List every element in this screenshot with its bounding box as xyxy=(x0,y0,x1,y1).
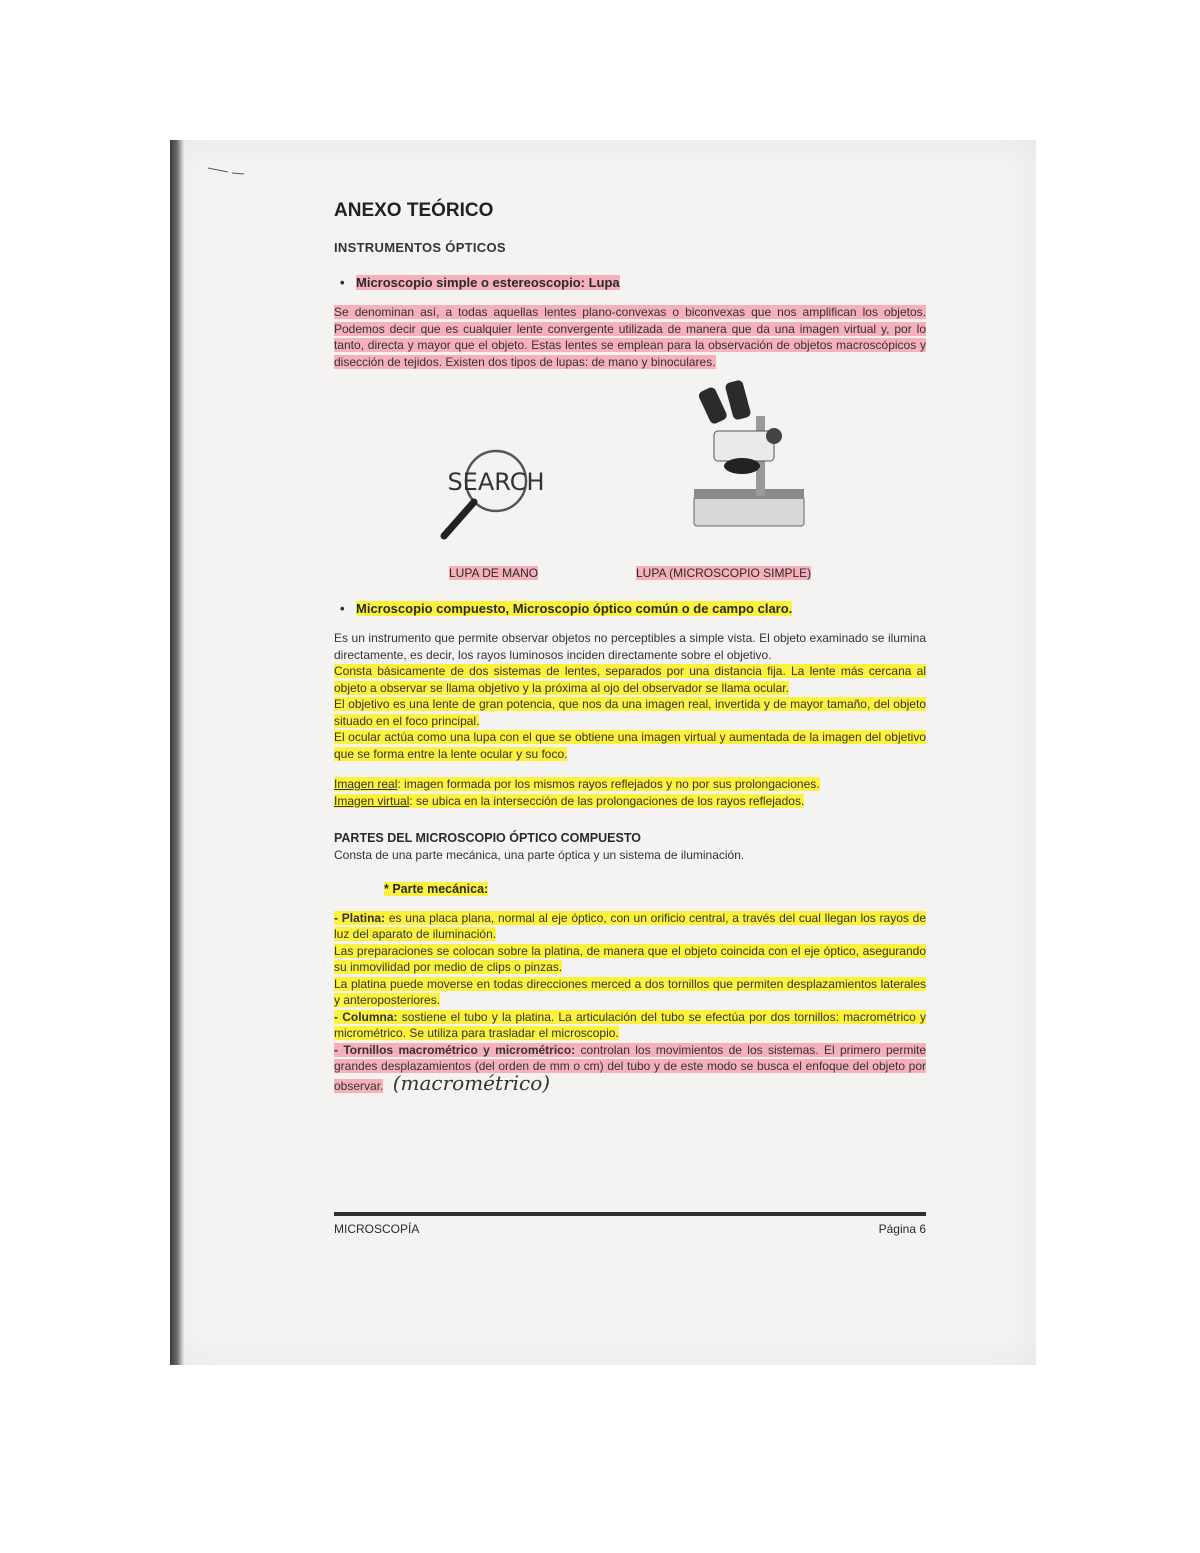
scan-shadow-edge xyxy=(170,140,184,1365)
platina-text: es una placa plana, normal al eje óptico, con un orificio central, a través del cual llegan los rayos de luz del aparato de iluminación. xyxy=(334,910,927,941)
caption-hand-magnifier: LUPA DE MANO xyxy=(449,566,539,580)
section1-heading xyxy=(334,275,926,290)
page-footer xyxy=(334,1212,926,1236)
tornillos-term: - Tornillos macrométrico y micrométrico: xyxy=(334,1042,576,1057)
image-real-term: Imagen real xyxy=(334,777,398,791)
platina-term: - Platina: xyxy=(334,910,386,925)
handwritten-note: (macrométrico) xyxy=(392,1070,551,1095)
mechanical-part-body xyxy=(334,910,926,1095)
mechanical-part-heading xyxy=(334,882,926,896)
footer-left: MICROSCOPÍA xyxy=(334,1222,420,1236)
columna-paragraph xyxy=(334,1010,926,1041)
columna-term: - Columna: xyxy=(334,1009,398,1024)
image-virtual-text: : se ubica en la intersección de las prolongaciones de los rayos reflejados. xyxy=(409,793,805,808)
mechanical-part-heading-text: * Parte mecánica: xyxy=(384,881,489,896)
image-real-text: : imagen formada por los mismos rayos reflejados y no por sus prolongaciones. xyxy=(397,777,820,791)
platina-paragraph-3: La platina puede moverse en todas direcciones merced a dos tornillos que permiten desplazamientos laterales y anteroposteriores. xyxy=(334,976,926,1007)
section2-p1: Es un instrumento que permite observar objetos no perceptibles a simple vista. El objeto examinado se ilumina directamente, es decir, los rayos luminosos inciden directamente sobre el objetivo. xyxy=(334,631,926,662)
figures-row xyxy=(334,376,926,581)
section1-paragraph xyxy=(334,304,926,370)
section2-p4: El ocular actúa como una lupa con el que se obtiene una imagen virtual y aumentada de la imagen del objetivo que se forma entre la lente ocular y su foco. xyxy=(334,730,926,761)
image-real-definition xyxy=(334,777,820,791)
section3-heading: PARTES DEL MICROSCOPIO ÓPTICO COMPUESTO xyxy=(334,831,641,845)
section2-p3: El objetivo es una lente de gran potencia, que nos da una imagen real, invertida y de mayor tamaño, del objeto situado en el foco principal. xyxy=(334,697,926,728)
section2-p2: Consta básicamente de dos sistemas de lentes, separados por una distancia fija. La lente más cercana al objeto a observar se llama objetivo y la próxima al ojo del observador se llama ocular. xyxy=(334,664,926,695)
section1-heading-text: Microscopio simple o estereoscopio: Lupa xyxy=(356,275,620,290)
caption-simple-microscope: LUPA (MICROSCOPIO SIMPLE) xyxy=(636,566,812,580)
section1-paragraph-text: Se denominan así, a todas aquellas lentes plano-convexas o biconvexas que nos amplifican los objetos. Podemos decir que es cualquier lente convergente utilizada de manera que da una imagen virtual y, por lo tanto, directa y mayor que el objeto. Estas lentes se emplean para la observación de objetos macroscópicos y disección de tejidos. Existen dos tipos de lupas: de mano y binoculares. xyxy=(334,305,926,369)
scanned-page xyxy=(170,140,1036,1365)
document-subtitle: INSTRUMENTOS ÓPTICOS xyxy=(334,240,506,255)
tornillos-text: controlan los movimientos de los sistemas. El primero permite grandes desplazamientos (del orden de mm o cm) del tubo y de este modo se busca el enfoque del objeto por observar. xyxy=(334,1042,926,1093)
section2-heading-text: Microscopio compuesto, Microscopio óptico común o de campo claro. xyxy=(356,601,793,616)
magnifier-search-icon xyxy=(438,446,548,546)
search-figure-text: SEARCH xyxy=(447,468,545,496)
image-virtual-definition xyxy=(334,794,804,808)
footer-page-number: Página 6 xyxy=(878,1222,926,1236)
document-title: ANEXO TEÓRICO xyxy=(334,200,494,221)
image-definitions xyxy=(334,776,926,809)
stereo-microscope-icon xyxy=(674,376,824,536)
image-virtual-term: Imagen virtual xyxy=(334,793,410,808)
platina-paragraph-2: Las preparaciones se colocan sobre la platina, de manera que el objeto coincida con el eje óptico, asegurando su inmovilidad por medio de clips o pinzas. xyxy=(334,943,926,974)
section3-intro: Consta de una parte mecánica, una parte óptica y un sistema de iluminación. xyxy=(334,848,745,862)
pen-mark-icon xyxy=(206,164,246,176)
columna-text: sostiene el tubo y la platina. La articulación del tubo se efectúa por dos tornillos: macrométrico y micrométrico. Se utiliza para trasladar el microscopio. xyxy=(334,1009,927,1040)
section2-paragraphs xyxy=(334,630,926,762)
section2-heading xyxy=(334,601,926,616)
document-body xyxy=(334,200,927,1236)
platina-paragraph xyxy=(334,911,926,942)
